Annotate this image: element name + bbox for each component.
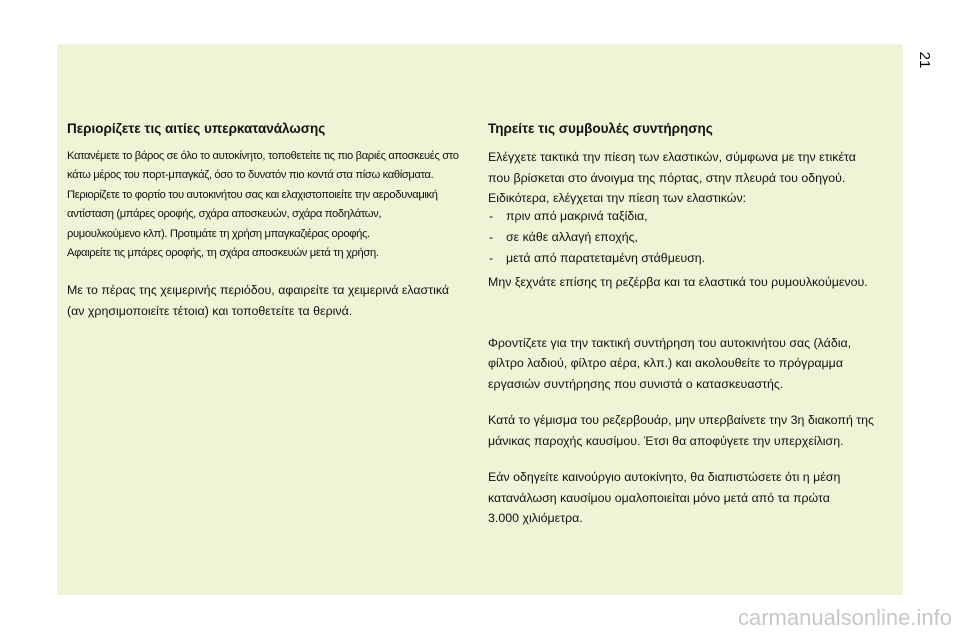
text-line: Κατανέμετε το βάρος σε όλο το αυτοκίνητο, τοποθετείτε τις πιο βαριές αποσκευές στο: [67, 150, 459, 162]
text-line: εργασιών συντήρησης που συνιστά ο κατασκευαστής.: [488, 376, 784, 391]
text-line: (αν χρησιμοποιείτε τέτοια) και τοποθετείτε τα θερινά.: [67, 303, 353, 318]
left-column: [67, 120, 467, 321]
text-line: Περιορίζετε το φορτίο του αυτοκινήτου σας και ελαχιστοποιείτε την αεροδυναμική: [67, 188, 438, 201]
page-number: 21: [916, 51, 933, 69]
watermark: carmanualsonline.info: [737, 605, 952, 630]
dash-bullet: -: [489, 209, 494, 223]
especially-line: Ειδικότερα, ελέγχεται την πίεση των ελαστικών:: [488, 191, 747, 205]
heading-overconsumption: Περιορίζετε τις αιτίες υπερκατανάλωσης: [67, 121, 326, 136]
text-line: αντίσταση (μπάρες οροφής, σχάρα αποσκευών, σχάρα ποδηλάτων,: [67, 208, 382, 221]
list-item: [488, 206, 898, 227]
text-line: Με το πέρας της χειμερινής περιόδου, αφαιρείτε τα χειμερινά ελαστικά: [67, 283, 450, 298]
refuel-paragraph: [488, 410, 898, 451]
tyre-pressure-paragraph: [488, 147, 898, 188]
dash-bullet: -: [489, 230, 494, 244]
text-line: που βρίσκεται στο άνοιγμα της πόρτας, στην πλευρά του οδηγού.: [488, 170, 846, 185]
text-line: κατανάλωση καυσίμου ομαλοποιείται μόνο μετά από τα πρώτα: [488, 490, 830, 505]
spare-tyre-note: Μην ξεχνάτε επίσης τη ρεζέρβα και τα ελαστικά του ρυμουλκούμενου.: [488, 275, 868, 289]
list-item-text: πριν από μακρινά ταξίδια,: [506, 209, 648, 223]
text-line: 3.000 χιλιόμετρα.: [488, 511, 583, 525]
right-column: [488, 120, 898, 529]
dash-bullet: -: [489, 251, 494, 265]
list-item-text: μετά από παρατεταμένη στάθμευση.: [506, 251, 706, 265]
winter-tyres-paragraph: [67, 280, 467, 321]
service-paragraph: [488, 333, 898, 395]
text-line: μάνικας παροχής καυσίμου. Έτσι θα αποφύγετε την υπερχείλιση.: [488, 433, 844, 448]
text-line: Αφαιρείτε τις μπάρες οροφής, τη σχάρα αποσκευών μετά τη χρήση.: [67, 247, 379, 260]
text-line: Κατά το γέμισμα του ρεζερβουάρ, μην υπερβαίνετε την 3η διακοπή της: [488, 413, 875, 427]
text-line: ρυμουλκούμενο κλπ). Προτιμάτε τη χρήση μπαγκαζιέρας οροφής.: [67, 227, 370, 240]
text-line: Εάν οδηγείτε καινούργιο αυτοκίνητο, θα διαπιστώσετε ότι η μέση: [488, 470, 841, 484]
load-advice-paragraph: [67, 147, 467, 263]
list-item: [488, 248, 898, 269]
list-item-text: σε κάθε αλλαγή εποχής,: [506, 230, 639, 244]
heading-maintenance-advice: Τηρείτε τις συμβουλές συντήρησης: [488, 121, 713, 136]
tyre-check-list: [488, 206, 898, 269]
new-car-paragraph: [488, 467, 898, 529]
text-line: Φροντίζετε για την τακτική συντήρηση του αυτοκινήτου σας (λάδια,: [488, 335, 852, 350]
text-line: Ελέγχετε τακτικά την πίεση των ελαστικών, σύμφωνα με την ετικέτα: [488, 150, 856, 164]
text-line: κάτω μέρος του πορτ-μπαγκάζ, όσο το δυνατόν πιο κοντά στα πίσω καθίσματα.: [67, 169, 434, 182]
text-line: φίλτρο λαδιού, φίλτρο αέρα, κλπ.) και ακολουθείτε το πρόγραμμα: [488, 356, 843, 370]
list-item: [488, 227, 898, 248]
